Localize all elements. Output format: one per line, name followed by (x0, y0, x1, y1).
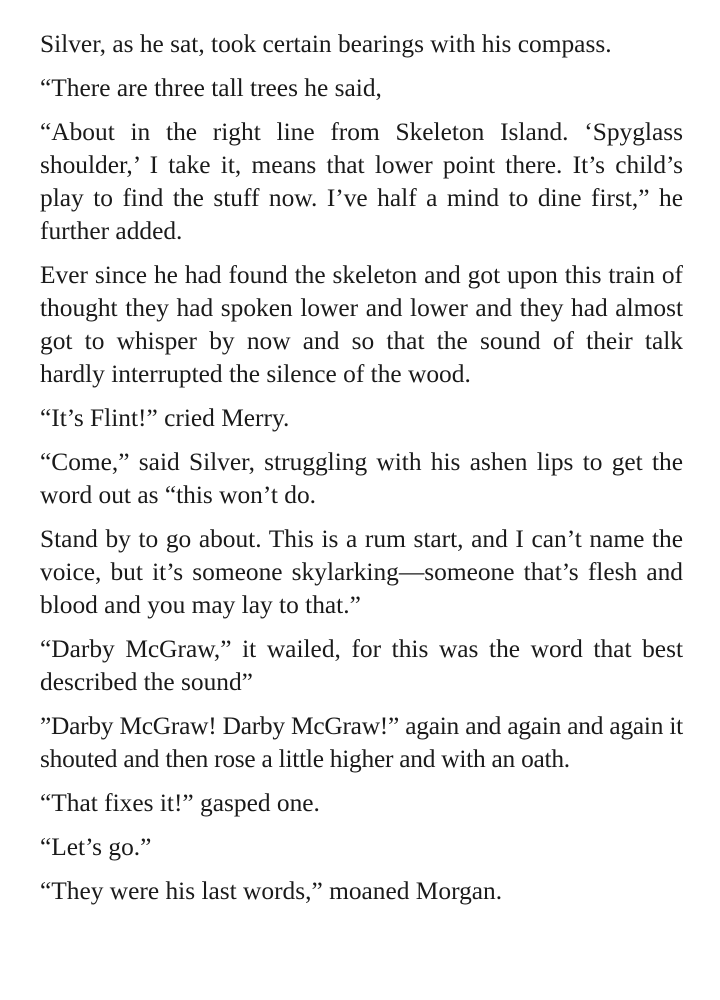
paragraph-2: “There are three tall trees he said, (40, 74, 382, 102)
paragraph-1: Silver, as he sat, took certain bearings with his compass. (40, 30, 612, 58)
paragraph-9: ”Darby McGraw! Darby McGraw!” again and again and again it shouted and then rose a little higher and with an oath. (40, 712, 683, 773)
paragraph-5: “It’s Flint!” cried Merry. (40, 404, 290, 432)
paragraph-7: Stand by to go about. This is a rum start, and I can’t name the voice, but it’s someone skylarking—someone that’s flesh and blood and you may lay to that.” (40, 525, 683, 619)
paragraph-8: “Darby McGraw,” it wailed, for this was the word that best described the sound” (40, 635, 683, 696)
paragraph-11: “Let’s go.” (40, 833, 152, 861)
book-page-text (40, 28, 683, 919)
paragraph-12: “They were his last words,” moaned Morgan. (40, 877, 503, 905)
paragraph-4: Ever since he had found the skeleton and got upon this train of thought they had spoken lower and lower and they had almost got to whisper by now and so that the sound of their talk hardly interrupted the silence of the wood. (40, 261, 683, 388)
paragraph-10: “That fixes it!” gasped one. (40, 789, 320, 817)
paragraph-3: “About in the right line from Skeleton Island. ‘Spyglass shoulder,’ I take it, means that lower point there. It’s child’s play to find the stuff now. I’ve half a mind to dine first,” he further added. (40, 118, 683, 245)
paragraph-6: “Come,” said Silver, struggling with his ashen lips to get the word out as “this won’t do. (40, 448, 683, 509)
